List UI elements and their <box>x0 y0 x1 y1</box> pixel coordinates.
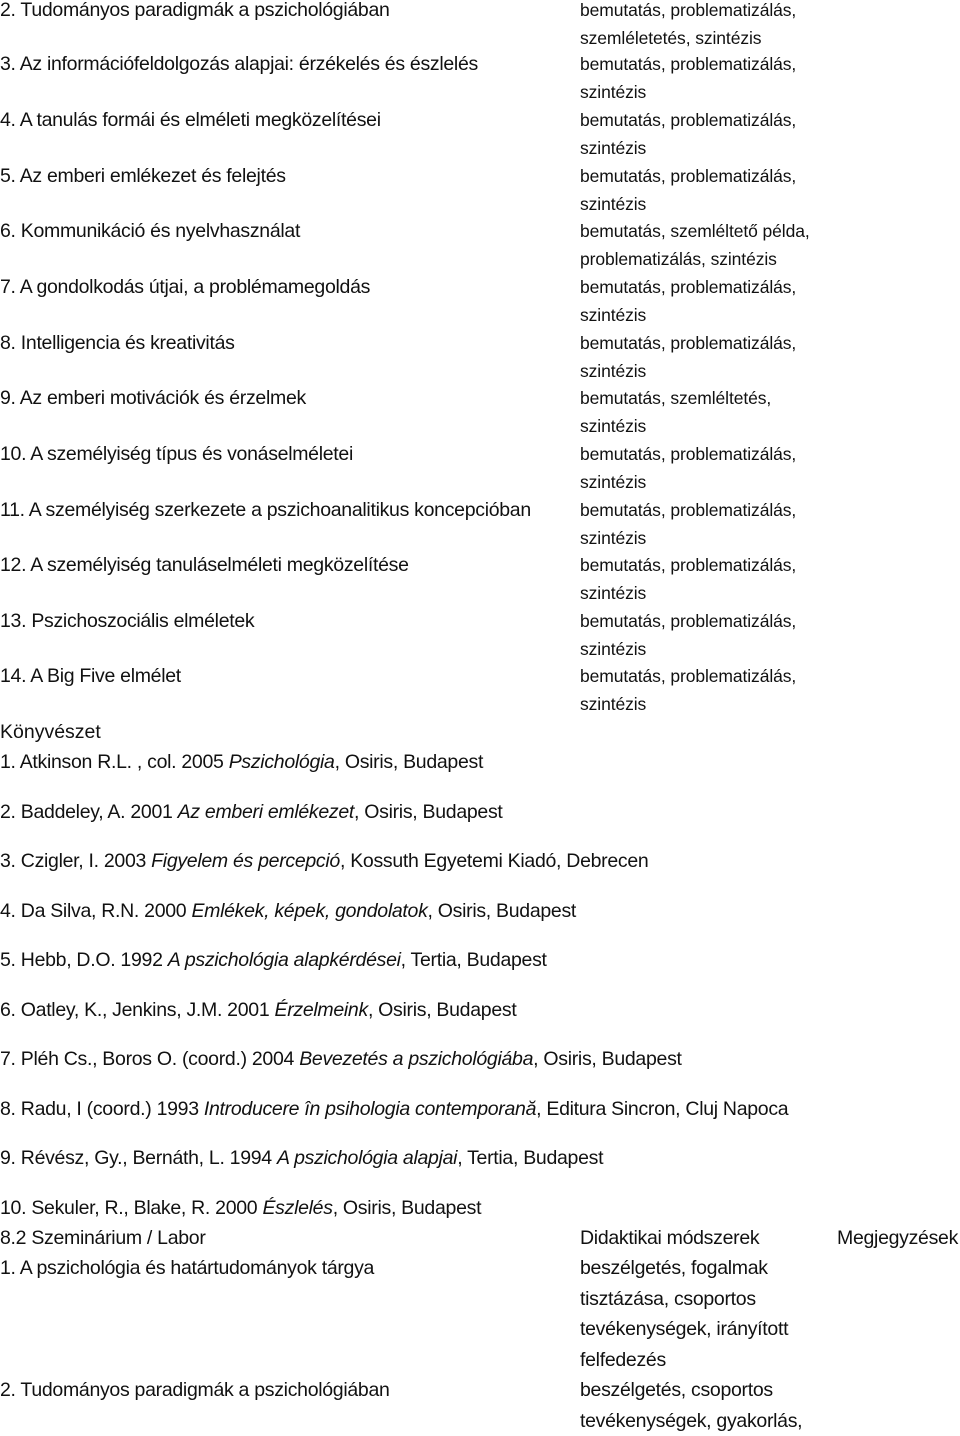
bibliography-item <box>0 799 503 825</box>
course-row <box>0 163 960 219</box>
bibliography-post: , Osiris, Budapest <box>533 1048 682 1070</box>
course-row <box>0 608 960 664</box>
course-row <box>0 330 960 386</box>
bibliography-post: , Osiris, Budapest <box>334 751 484 773</box>
course-topic: 7. A gondolkodás útjai, a problémamegoldás <box>0 276 371 298</box>
bibliography-pre: 10. Sekuler, R., Blake, R. 2000 <box>0 1197 263 1219</box>
course-row <box>0 218 960 274</box>
bibliography-post: , Tertia, Budapest <box>400 949 547 971</box>
course-topic: 9. Az emberi motivációk és érzelmek <box>0 387 306 409</box>
bibliography-item <box>0 1195 481 1221</box>
course-method: bemutatás, problematizálás, szintézis <box>580 166 797 214</box>
course-row <box>0 51 960 107</box>
bibliography-title: Introducere în psihologia contemporană <box>203 1098 537 1120</box>
seminar-topic: 2. Tudományos paradigmák a pszichológiában <box>0 1379 390 1401</box>
bibliography-title: Érzelmeink <box>274 999 368 1021</box>
bibliography-item <box>0 947 547 973</box>
bibliography-item <box>0 749 483 775</box>
course-method: bemutatás, problematizálás, szintézis <box>580 555 797 603</box>
bibliography-pre: 3. Czigler, I. 2003 <box>0 850 152 872</box>
bibliography-pre: 5. Hebb, D.O. 1992 <box>0 949 168 971</box>
course-method: bemutatás, problematizálás, szintézis <box>580 54 797 102</box>
bibliography-pre: 2. Baddeley, A. 2001 <box>0 801 178 823</box>
bibliography-post: , Osiris, Budapest <box>367 999 517 1021</box>
course-row <box>0 107 960 163</box>
course-method: bemutatás, problematizálás, szintézis <box>580 333 797 381</box>
bibliography-title: A pszichológia alapkérdései <box>167 949 401 971</box>
course-topic: 12. A személyiség tanuláselméleti megközelítése <box>0 554 409 576</box>
course-method: bemutatás, problematizálás, szintézis <box>580 500 797 548</box>
bibliography-post: , Osiris, Budapest <box>354 801 503 823</box>
seminar-method: beszélgetés, csoportos tevékenységek, gyakorlás, <box>580 1379 803 1432</box>
bibliography-post: , Tertia, Budapest <box>457 1147 604 1169</box>
bibliography-item <box>0 997 516 1023</box>
course-method: bemutatás, szemléltetés, szintézis <box>580 388 772 436</box>
course-topic: 4. A tanulás formái és elméleti megközelítései <box>0 109 381 131</box>
bibliography-heading: Könyvészet <box>0 721 101 743</box>
course-topic: 6. Kommunikáció és nyelvhasználat <box>0 220 301 242</box>
bibliography-post: , Kossuth Egyetemi Kiadó, Debrecen <box>339 850 649 872</box>
bibliography-pre: 9. Révész, Gy., Bernáth, L. 1994 <box>0 1147 277 1169</box>
bibliography-post: , Osiris, Budapest <box>427 900 577 922</box>
course-row <box>0 0 960 53</box>
bibliography-title: Figyelem és percepció <box>151 850 340 872</box>
course-method: bemutatás, problematizálás, szintézis <box>580 110 797 158</box>
course-topic: 13. Pszichoszociális elméletek <box>0 610 255 632</box>
course-row <box>0 663 960 719</box>
course-topic: 2. Tudományos paradigmák a pszichológiában <box>0 0 390 21</box>
bibliography-title: Bevezetés a pszichológiába <box>299 1048 534 1070</box>
bibliography-title: Emlékek, képek, gondolatok <box>191 900 428 922</box>
seminar-topic: 1. A pszichológia és határtudományok tárgya <box>0 1257 375 1279</box>
course-topic: 8. Intelligencia és kreativitás <box>0 332 235 354</box>
course-method: bemutatás, problematizálás, szintézis <box>580 611 797 659</box>
seminar-heading: 8.2 Szeminárium / Labor <box>0 1227 206 1249</box>
bibliography-title: Pszichológia <box>228 751 335 773</box>
bibliography-pre: 6. Oatley, K., Jenkins, J.M. 2001 <box>0 999 275 1021</box>
course-topic: 5. Az emberi emlékezet és felejtés <box>0 165 286 187</box>
bibliography-post: , Editura Sincron, Cluj Napoca <box>536 1098 789 1120</box>
course-row <box>0 441 960 497</box>
course-row <box>0 497 960 553</box>
course-topic: 3. Az információfeldolgozás alapjai: érzékelés és észlelés <box>0 53 478 75</box>
bibliography-item <box>0 898 576 924</box>
course-method: bemutatás, problematizálás, szemléletetés, szintézis <box>580 0 797 48</box>
bibliography-pre: 4. Da Silva, R.N. 2000 <box>0 900 192 922</box>
bibliography-title: Az emberi emlékezet <box>177 801 355 823</box>
bibliography-item <box>0 1046 682 1072</box>
course-topic: 14. A Big Five elmélet <box>0 665 181 687</box>
bibliography-item <box>0 848 648 874</box>
course-topic: 10. A személyiség típus és vonáselméletei <box>0 443 353 465</box>
seminar-notes-header: Megjegyzések <box>837 1227 959 1249</box>
course-row <box>0 385 960 441</box>
seminar-method: beszélgetés, fogalmak tisztázása, csoportos tevékenységek, irányított felfedezés <box>580 1257 789 1371</box>
bibliography-item <box>0 1096 788 1122</box>
bibliography-item <box>0 1145 603 1171</box>
bibliography-pre: 1. Atkinson R.L. , col. 2005 <box>0 751 229 773</box>
bibliography-pre: 7. Pléh Cs., Boros O. (coord.) 2004 <box>0 1048 300 1070</box>
course-method: bemutatás, problematizálás, szintézis <box>580 444 797 492</box>
course-row <box>0 552 960 608</box>
course-row <box>0 274 960 330</box>
course-method: bemutatás, problematizálás, szintézis <box>580 277 797 325</box>
course-topic: 11. A személyiség szerkezete a pszichoanalitikus koncepcióban <box>0 499 531 521</box>
bibliography-post: , Osiris, Budapest <box>332 1197 482 1219</box>
seminar-methods-header: Didaktikai módszerek <box>580 1227 760 1249</box>
bibliography-pre: 8. Radu, I (coord.) 1993 <box>0 1098 204 1120</box>
course-method: bemutatás, szemléltető példa, problematizálás, szintézis <box>580 221 810 269</box>
bibliography-title: Észlelés <box>262 1197 333 1219</box>
bibliography-title: A pszichológia alapjai <box>276 1147 458 1169</box>
course-method: bemutatás, problematizálás, szintézis <box>580 666 797 714</box>
